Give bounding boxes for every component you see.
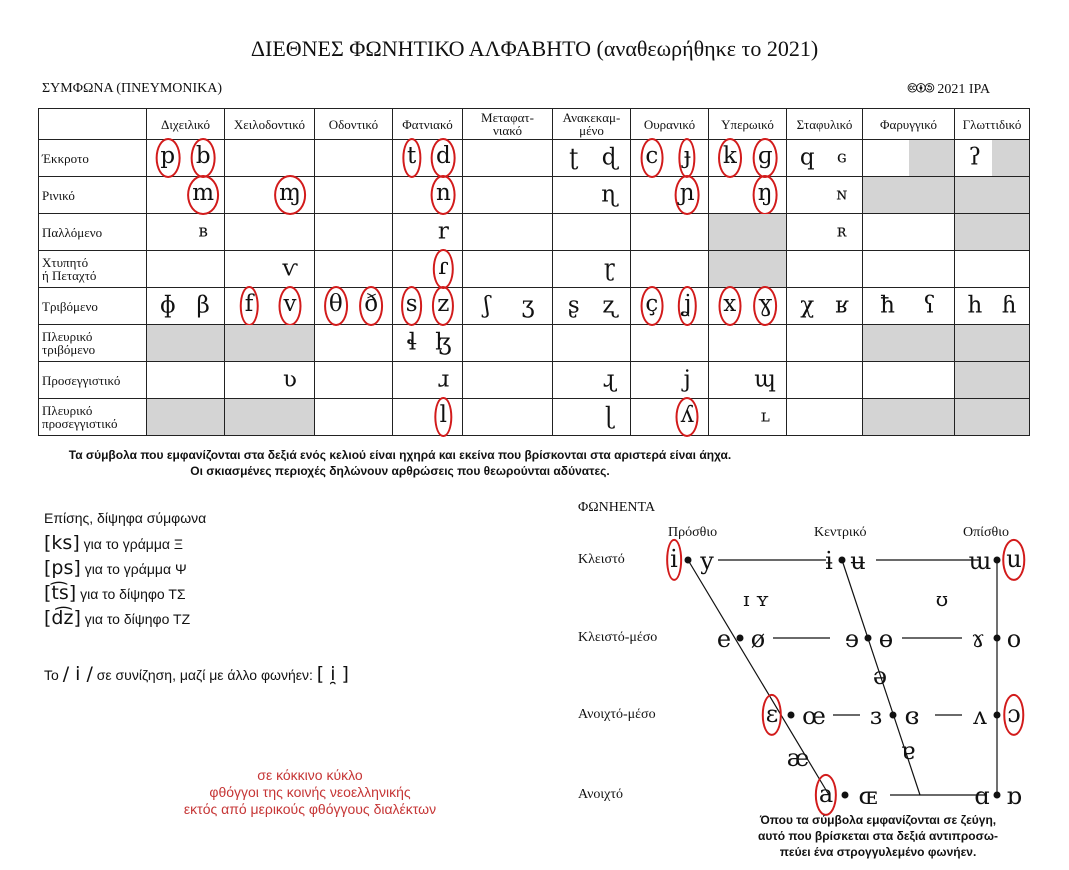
vowel-height-close: Κλειστό	[578, 552, 625, 567]
vowel-script-a: ɑ	[974, 781, 990, 810]
voiced-symbol: ʋ	[282, 366, 297, 393]
voiced-symbol: ɳ	[601, 181, 618, 208]
synizesis-symbol: / i /	[62, 663, 93, 685]
voiceless-symbol: t	[402, 138, 421, 178]
vowel-dot	[839, 557, 846, 564]
voiced-symbol: l	[435, 397, 452, 437]
vowel-barred-i: ɨ	[825, 546, 833, 575]
place-header: Ουρανικό	[631, 109, 709, 140]
vowel-reversed-epsilon: ɜ	[869, 701, 883, 730]
vowel-u: u	[1002, 539, 1025, 581]
digraph-ipa: [d͡z]	[44, 607, 81, 629]
digraph-heading: Επίσης, δίψηφα σύμφωνα	[44, 510, 207, 526]
vowel-small-oe: ɶ	[858, 781, 878, 810]
voiced-symbol: ɦ	[1001, 292, 1017, 319]
manner-label: Ρινικό	[39, 177, 147, 214]
voiceless-symbol: p	[155, 138, 180, 178]
voiceless-symbol: ɬ	[406, 329, 417, 356]
vowel-e: e	[716, 624, 732, 653]
vowel-height-open: Ανοιχτό	[578, 787, 624, 802]
voiceless-symbol: ʈ	[569, 144, 579, 171]
vowel-dot	[890, 712, 897, 719]
vowel-pair-note	[728, 812, 1028, 860]
vowel-ash: æ	[786, 743, 810, 772]
voiced-symbol: ʀ	[836, 221, 847, 242]
voiced-symbol: ɽ	[603, 255, 615, 282]
vowel-col-central: Κεντρικό	[814, 525, 867, 540]
voiced-symbol: ɻ	[602, 366, 616, 393]
vowel-reversed-e: ɘ	[844, 624, 860, 653]
vowel-oe: œ	[802, 701, 826, 730]
place-header: Οδοντικό	[315, 109, 393, 140]
synizesis-result: [ i̯ ]	[316, 663, 349, 685]
place-header: Διχειλικό	[147, 109, 225, 140]
note-line-voicing: Τα σύμβολα που εμφανίζονται στα δεξιά ενός κελιού είναι ηχηρά και εκείνα που βρίσκονται στα αριστερά είναι άηχα.	[68, 448, 732, 462]
voiceless-symbol: ʂ	[567, 292, 580, 319]
voiced-symbol: ð	[359, 286, 383, 326]
manner-label: Χτυπητό ή Πεταχτό	[39, 251, 147, 288]
voiceless-symbol: θ	[324, 286, 348, 326]
vowel-turned-script-a: ɒ	[1006, 781, 1022, 810]
place-header: Σταφυλικό	[787, 109, 863, 140]
vowel-dot	[994, 557, 1001, 564]
vowel-dot	[788, 712, 795, 719]
voiced-symbol: ʁ	[835, 292, 849, 319]
voiced-symbol: ɾ	[433, 249, 453, 289]
digraph-text: για το δίψηφο ΤΖ	[84, 611, 191, 627]
vowel-schwa: ə	[872, 661, 888, 690]
digraph-text: για το γράμμα Ξ	[83, 536, 183, 552]
voiced-symbol: ɮ	[435, 329, 452, 356]
voiced-symbol: ʟ	[760, 406, 770, 427]
voiced-symbol: ɲ	[675, 175, 700, 215]
vowel-col-back: Οπίσθιο	[963, 525, 1009, 540]
vowel-near-close-back: ʊ	[935, 586, 949, 611]
place-header: Χειλοδοντικό	[225, 109, 315, 140]
voiced-symbol: ɴ	[836, 184, 848, 205]
voiced-symbol: ɢ	[836, 147, 847, 168]
voiceless-symbol: ħ	[880, 292, 895, 319]
vowel-o: o	[1006, 624, 1022, 653]
voiced-symbol: r	[437, 218, 449, 245]
synizesis-pre: Το	[44, 667, 59, 683]
digraph-ipa: [ks]	[44, 532, 80, 554]
place-header: Φαρυγγικό	[863, 109, 955, 140]
vowel-dot	[994, 712, 1001, 719]
digraph-text: για το δίψηφο ΤΣ	[80, 586, 186, 602]
legend-line: σε κόκκινο κύκλο	[257, 767, 363, 783]
place-header: Φατνιακό	[393, 109, 463, 140]
voiceless-symbol: ɸ	[159, 292, 176, 319]
manner-label: Τριβόμενο	[39, 288, 147, 325]
vowel-dot	[685, 557, 692, 564]
digraph-ipa: [ps]	[44, 557, 81, 579]
vowel-height-closemid: Κλειστό-μέσο	[578, 630, 658, 645]
voiced-symbol: v	[278, 286, 301, 326]
vowels-heading: ΦΩΝΗΕΝΤΑ	[578, 500, 656, 515]
vowel-closed-rev-epsilon: ɞ	[904, 701, 920, 730]
vowel-dot	[994, 792, 1001, 799]
synizesis-text: σε συνίζηση, μαζί με άλλο φωνήεν:	[96, 667, 313, 683]
manner-label: Παλλόμενο	[39, 214, 147, 251]
voiced-symbol: ɹ	[437, 366, 450, 393]
voiceless-symbol: s	[401, 286, 423, 326]
voiced-symbol: d	[431, 138, 456, 178]
voiced-symbol: ɣ	[753, 286, 777, 326]
page-title: ΔΙΕΘΝΕΣ ΦΩΝΗΤΙΚΟ ΑΛΦΑΒΗΤΟ (αναθεωρήθηκε το 2021)	[250, 36, 819, 61]
vowel-turned-m: ɯ	[968, 546, 992, 575]
place-header: Ανακεκαμ- μένο	[553, 109, 631, 140]
voiced-symbol: ɟ	[679, 138, 696, 178]
vowel-col-front: Πρόσθιο	[668, 525, 718, 540]
digraph-ipa: [t͡s]	[44, 582, 77, 604]
pair-note-line: πεύει ένα στρογγυλεμένο φωνήεν.	[779, 845, 977, 859]
voiced-symbol: j	[683, 366, 691, 393]
vowel-height-openmid: Ανοιχτό-μέσο	[578, 707, 656, 722]
voiced-symbol: ɱ	[274, 175, 306, 215]
voiced-symbol: z	[432, 286, 454, 326]
vowel-dot	[737, 635, 744, 642]
consonants-heading: ΣΥΜΦΩΝΑ (ΠΝΕΥΜΟΝΙΚΑ)	[42, 81, 223, 96]
voiceless-symbol: k	[718, 138, 742, 178]
voiceless-symbol: q	[799, 144, 815, 171]
voiceless-symbol: ʔ	[968, 144, 982, 171]
place-header: Υπερωικό	[709, 109, 787, 140]
vowel-rams-horn: ɤ	[971, 624, 985, 653]
vowel-epsilon: ɛ	[762, 694, 782, 736]
manner-label: Πλευρικό τριβόμενο	[39, 325, 147, 362]
vowel-o-slash: ø	[750, 624, 766, 653]
voiced-symbol: ⱱ	[282, 255, 298, 282]
voiceless-symbol: χ	[800, 292, 815, 319]
vowel-y: y	[700, 546, 714, 575]
voiceless-symbol: ç	[640, 286, 663, 326]
voiced-symbol: ʒ	[521, 292, 535, 319]
voiced-symbol: n	[431, 175, 456, 215]
vowel-dot	[865, 635, 872, 642]
voiced-symbol: m	[187, 175, 219, 215]
vowel-i: i	[666, 539, 682, 581]
voiced-symbol: ʎ	[676, 397, 699, 437]
voiced-symbol: ɡ	[753, 138, 778, 178]
voiceless-symbol: ʃ	[483, 292, 491, 319]
voiced-symbol: ɰ	[754, 366, 777, 393]
copyright-note: 🅭🅯🄎 2021 IPA	[908, 82, 991, 97]
manner-label: Έκκροτο	[39, 140, 147, 177]
pair-note-line: Όπου τα σύμβολα εμφανίζονται σε ζεύγη,	[759, 813, 997, 827]
voiceless-symbol: h	[967, 292, 983, 319]
voiced-symbol: β	[196, 292, 210, 319]
voiced-symbol: ʝ	[678, 286, 696, 326]
legend-line: φθόγγοι της κοινής νεοελληνικής	[209, 784, 411, 800]
voiceless-symbol: f	[240, 286, 259, 326]
vowel-open-o: ɔ	[1003, 694, 1024, 736]
place-header: Μεταφατ- νιακό	[463, 109, 553, 140]
manner-label: Προσεγγιστικό	[39, 362, 147, 399]
voiced-symbol: ŋ	[753, 175, 778, 215]
voiced-symbol: ʕ	[923, 292, 936, 319]
digraph-text: για το γράμμα Ψ	[84, 561, 187, 577]
voiceless-symbol: x	[718, 286, 741, 326]
voiced-symbol: ɭ	[605, 403, 614, 430]
vowel-near-close-front: ɪ ʏ	[743, 586, 769, 611]
voiced-symbol: ʙ	[198, 221, 208, 242]
manner-label: Πλευρικό προσεγγιστικό	[39, 399, 147, 436]
voiced-symbol: ɖ	[601, 144, 617, 171]
vowel-barred-u: ʉ	[850, 546, 866, 575]
voiced-symbol: ʐ	[602, 292, 617, 319]
vowel-a: a	[815, 774, 837, 816]
place-header: Γλωττιδικό	[955, 109, 1030, 140]
pair-note-line: αυτό που βρίσκεται στα δεξιά αντιπροσω-	[758, 829, 998, 843]
voiceless-symbol: c	[640, 138, 663, 178]
note-line-shaded: Οι σκιασμένες περιοχές δηλώνουν αρθρώσεις που θεωρούνται αδύνατες.	[190, 464, 610, 478]
legend-line: εκτός από μερικούς φθόγγους διαλέκτων	[183, 801, 437, 817]
voiced-symbol: b	[191, 138, 216, 178]
vowel-turned-v: ʌ	[973, 701, 987, 730]
vowel-barred-o: ɵ	[878, 624, 894, 653]
vowel-dot	[994, 635, 1001, 642]
vowel-dot	[842, 792, 849, 799]
vowel-turned-a: ɐ	[900, 736, 916, 765]
